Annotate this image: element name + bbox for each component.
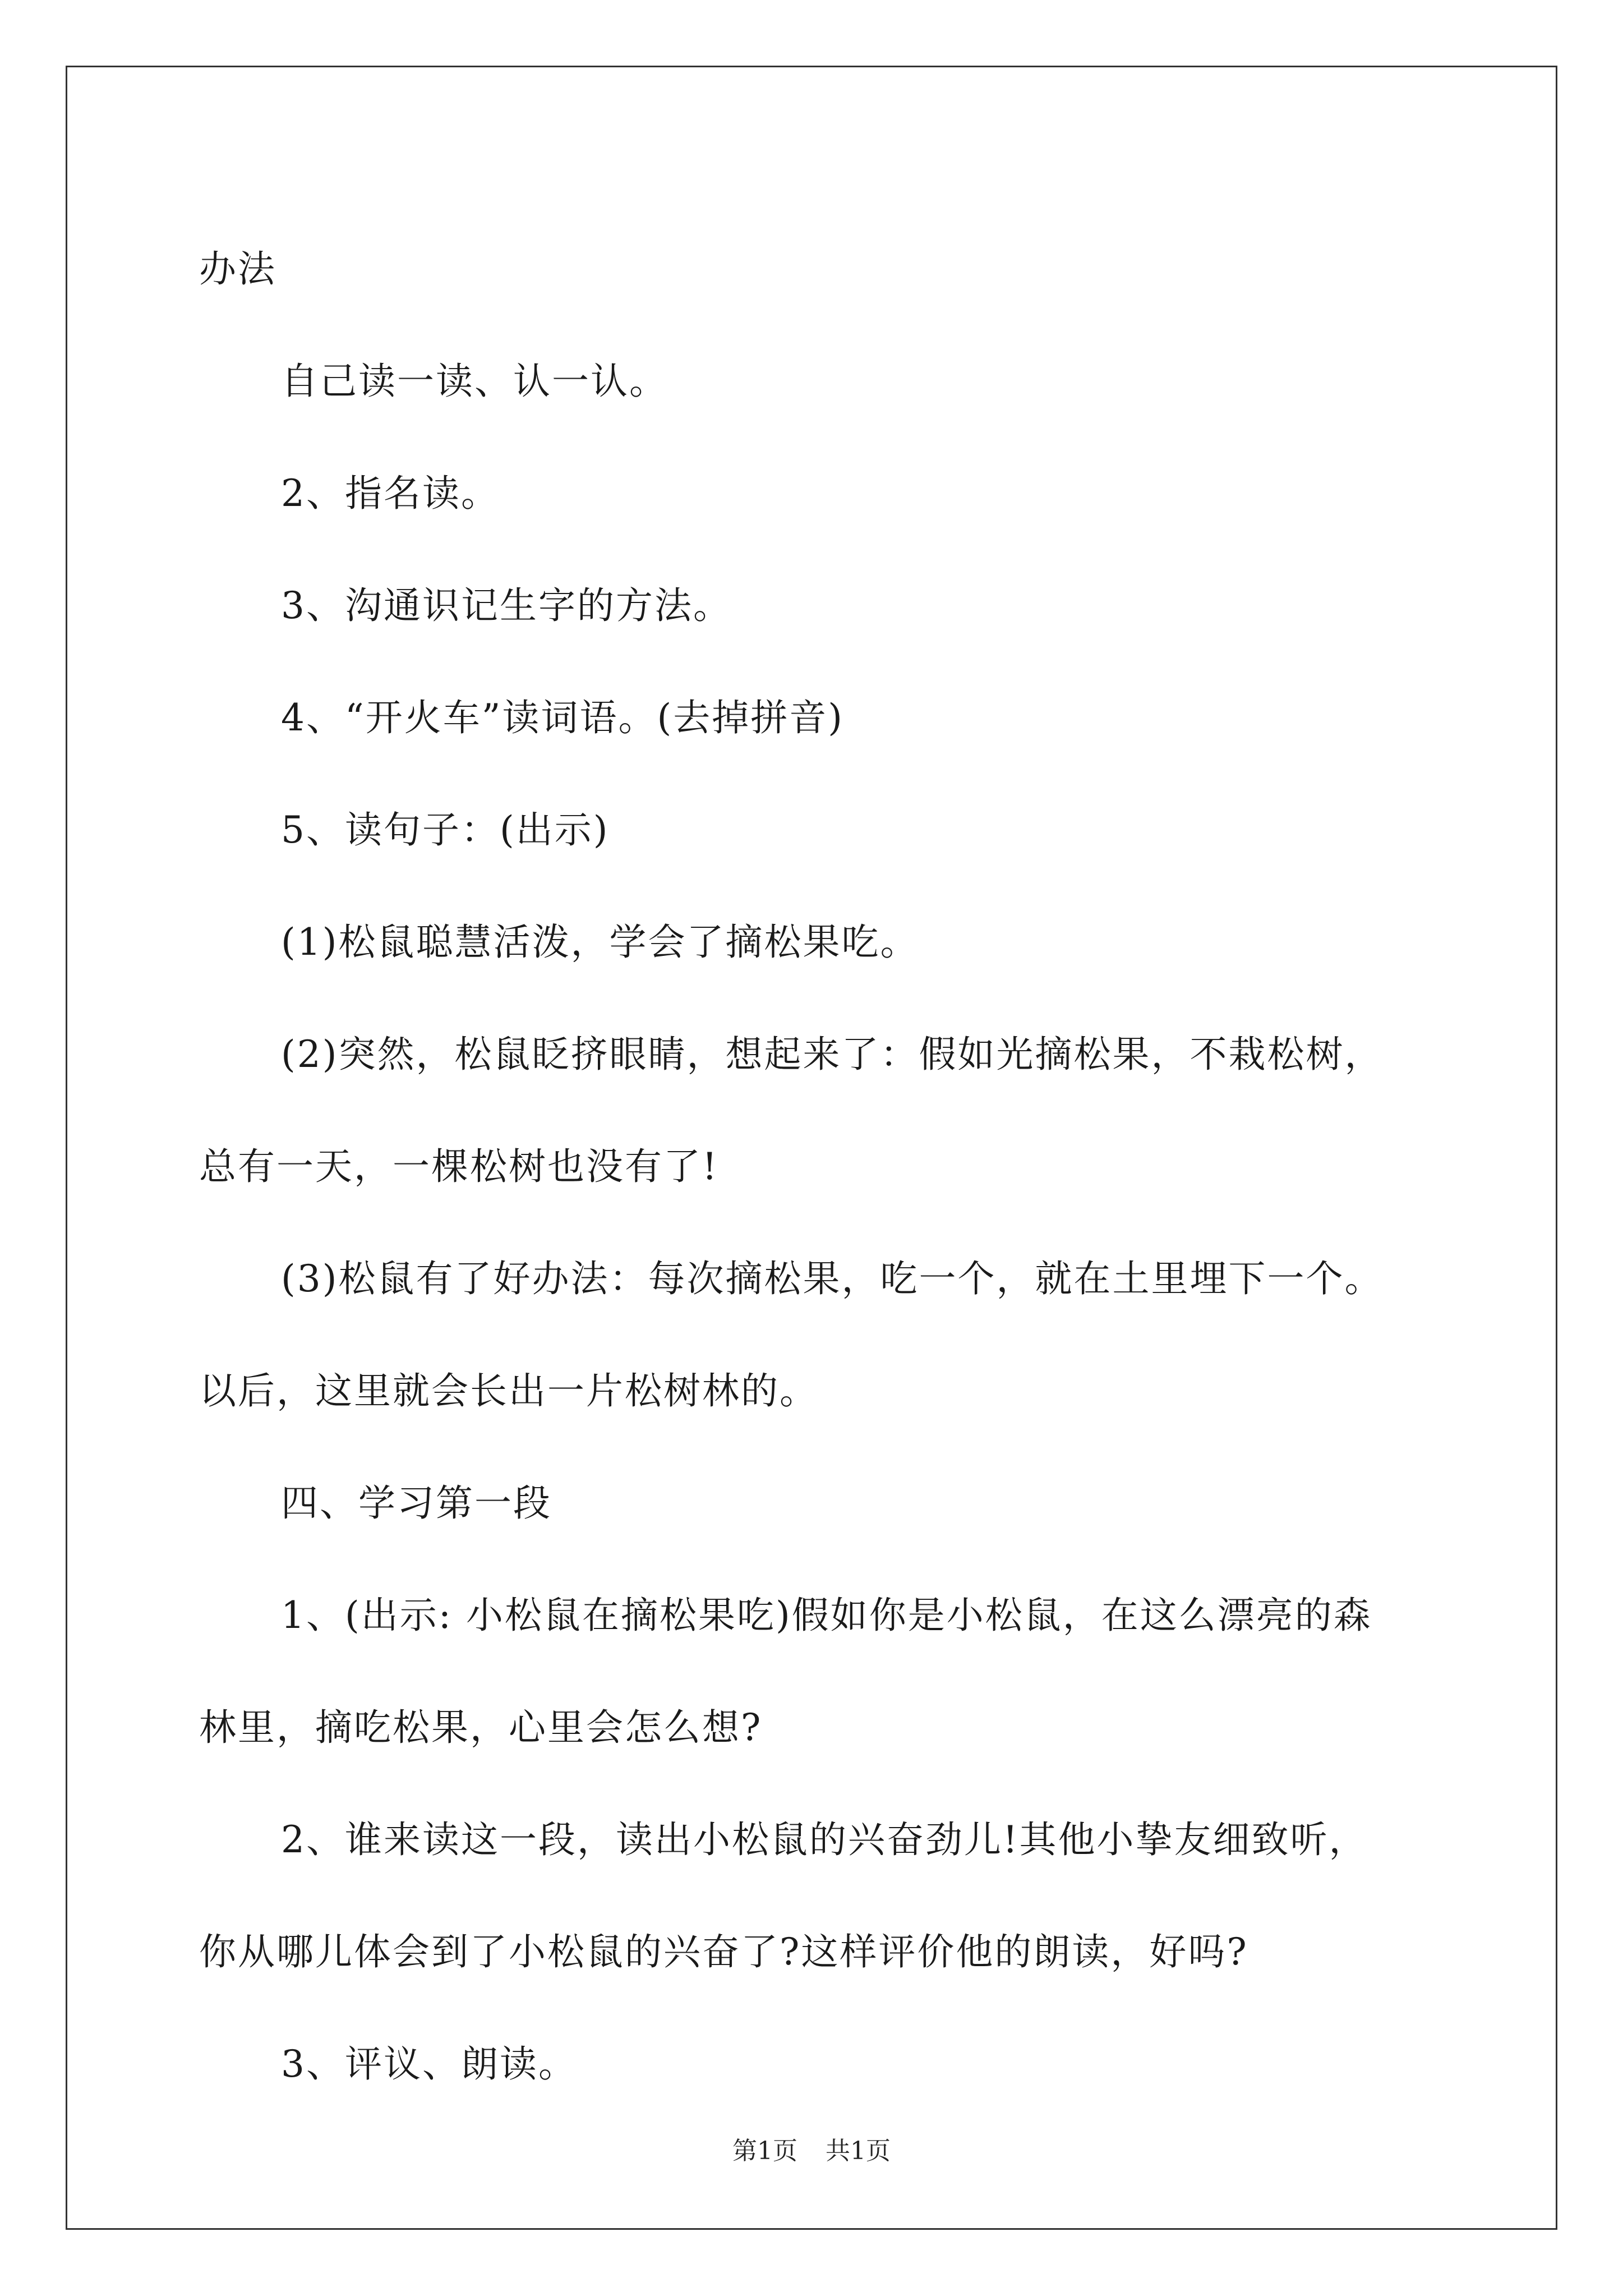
line-12: 四、学习第一段 <box>281 1481 552 1525</box>
line-13: 1、(出示: 小松鼠在摘松果吃)假如你是小松鼠，在这么漂亮的森 <box>281 1594 1372 1637</box>
line-4: 3、沟通识记生字的方法。 <box>281 584 732 627</box>
page-footer <box>0 2134 1623 2168</box>
line-15: 2、谁来读这一段，读出小松鼠的兴奋劲儿!其他小挚友细致听， <box>281 1818 1368 1861</box>
line-17: 3、评议、朗读。 <box>281 2042 577 2086</box>
page-total: 共1页 <box>826 2137 891 2165</box>
line-10: (3)松鼠有了好办法：每次摘松果，吃一个，就在土里埋下一个。 <box>281 1257 1384 1300</box>
line-11: 以后，这里就会长出一片松树林的。 <box>199 1369 818 1412</box>
line-9: 总有一天，一棵松树也没有了! <box>199 1145 719 1188</box>
document-body <box>199 213 1495 2120</box>
line-14: 林里，摘吃松果，心里会怎么想? <box>199 1706 763 1749</box>
line-5: 4、“开火车”读词语。(去掉拼音) <box>281 696 844 739</box>
line-8: (2)突然，松鼠眨挤眼睛，想起来了：假如光摘松果，不栽松树， <box>281 1033 1384 1076</box>
line-6: 5、读句子：(出示) <box>281 808 610 852</box>
line-2: 自己读一读、认一认。 <box>281 360 668 403</box>
page-number: 第1页 <box>732 2137 797 2165</box>
line-1: 办法 <box>199 247 276 291</box>
line-3: 2、指名读。 <box>281 472 500 515</box>
line-16: 你从哪儿体会到了小松鼠的兴奋了?这样评价他的朗读，好吗? <box>199 1930 1248 1973</box>
line-7: (1)松鼠聪慧活泼，学会了摘松果吃。 <box>281 921 919 964</box>
